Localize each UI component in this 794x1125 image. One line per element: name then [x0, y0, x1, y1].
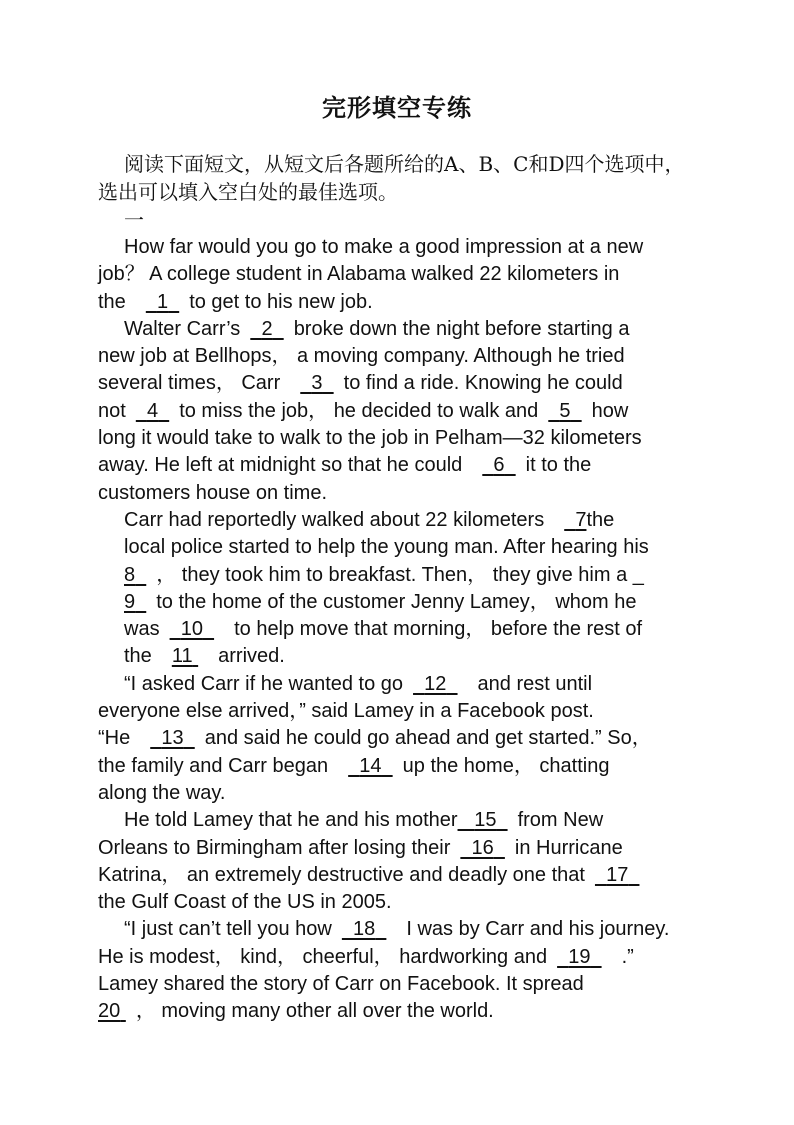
passage-line: “I asked Carr if he wanted to go 12 and rest until [98, 671, 698, 698]
blank-14: 14 [359, 754, 382, 777]
passage-line: “He 13 and said he could go ahead and get started.” So， [98, 725, 698, 752]
passage-line: the Gulf Coast of the US in 2005. [98, 891, 392, 914]
passage-line: Carr had reportedly walked about 22 kilometers 7the [98, 507, 698, 534]
passage-line: long it would take to walk to the job in Pelham—32 kilometers [98, 427, 642, 450]
passage-line: 20 ， moving many other all over the world. [98, 998, 698, 1025]
blank-4: 4 [146, 399, 159, 422]
passage-line: the 1 to get to his new job. [98, 289, 698, 316]
blank-6: 6 [493, 454, 505, 477]
passage-line: He is modest， kind， cheerful， hardworking and 19 .” [98, 944, 698, 971]
passage-line: Orleans to Birmingham after losing their 16 in Hurricane [98, 835, 698, 862]
blank-16: 16 [471, 836, 494, 859]
blank-8: 8 [124, 563, 136, 586]
passage-line: everyone else arrived，” said Lamey in a Facebook post. [98, 700, 594, 723]
blank-13: 13 [161, 727, 184, 750]
passage-line: customers house on time. [98, 481, 327, 504]
section-marker: 一 [124, 208, 144, 232]
blank-19: 19 [568, 945, 591, 968]
passage-line: several times， Carr 3 to find a ride. Knowing he could [98, 370, 698, 397]
blank-2: 2 [261, 317, 273, 340]
passage-line: Katrina， an extremely destructive and deadly one that 17 [98, 862, 698, 889]
passage-line: away. He left at midnight so that he could 6 it to the [98, 452, 698, 479]
blank-5: 5 [559, 399, 571, 422]
passage-line: not 4 to miss the job， he decided to walk and 5 how [98, 398, 698, 425]
passage-line: How far would you go to make a good impression at a new [124, 236, 644, 258]
passage-line: was 10 to help move that morning， before the rest of [98, 616, 698, 643]
page-title: 完形填空专练 [322, 94, 472, 122]
passage-line: Lamey shared the story of Carr on Facebook. It spread [98, 973, 584, 996]
passage-line: job？ A college student in Alabama walked 22 kilometers in [98, 263, 620, 286]
blank-10: 10 [180, 618, 203, 641]
blank-17: 17 [606, 863, 629, 886]
blank-9: 9 [124, 590, 136, 613]
blank-20: 20 [98, 1000, 121, 1023]
blank-3: 3 [311, 372, 323, 395]
blank-18: 18 [353, 918, 376, 941]
blank-1: 1 [156, 290, 169, 313]
blank-7: 7 [575, 508, 587, 531]
passage [98, 234, 698, 1026]
passage-line: 8 ， they took him to breakfast. Then， they give him a _ [98, 562, 698, 589]
instructions: 阅读下面短文，从短文后各题所给的A、B、C和D四个选项中，选出可以填入空白处的最佳选项。 [98, 152, 685, 204]
passage-line: “I just can’t tell you how 18 I was by Carr and his journey. [98, 916, 698, 943]
blank-15: 15 [474, 809, 497, 832]
passage-line: the family and Carr began 14 up the home， chatting [98, 753, 698, 780]
passage-line: the 11 arrived. [98, 643, 698, 670]
blank-11: 11 [171, 645, 193, 668]
passage-line: new job at Bellhops， a moving company. Although he tried [98, 345, 625, 368]
passage-line: Walter Carr’s 2 broke down the night before starting a [98, 316, 698, 343]
passage-line: local police started to help the young man. After hearing his [124, 536, 649, 559]
passage-line: 9 to the home of the customer Jenny Lamey， whom he [98, 589, 698, 616]
passage-line: along the way. [98, 781, 226, 804]
passage-line: He told Lamey that he and his mother 15 from New [98, 807, 698, 834]
blank-12: 12 [424, 672, 447, 695]
